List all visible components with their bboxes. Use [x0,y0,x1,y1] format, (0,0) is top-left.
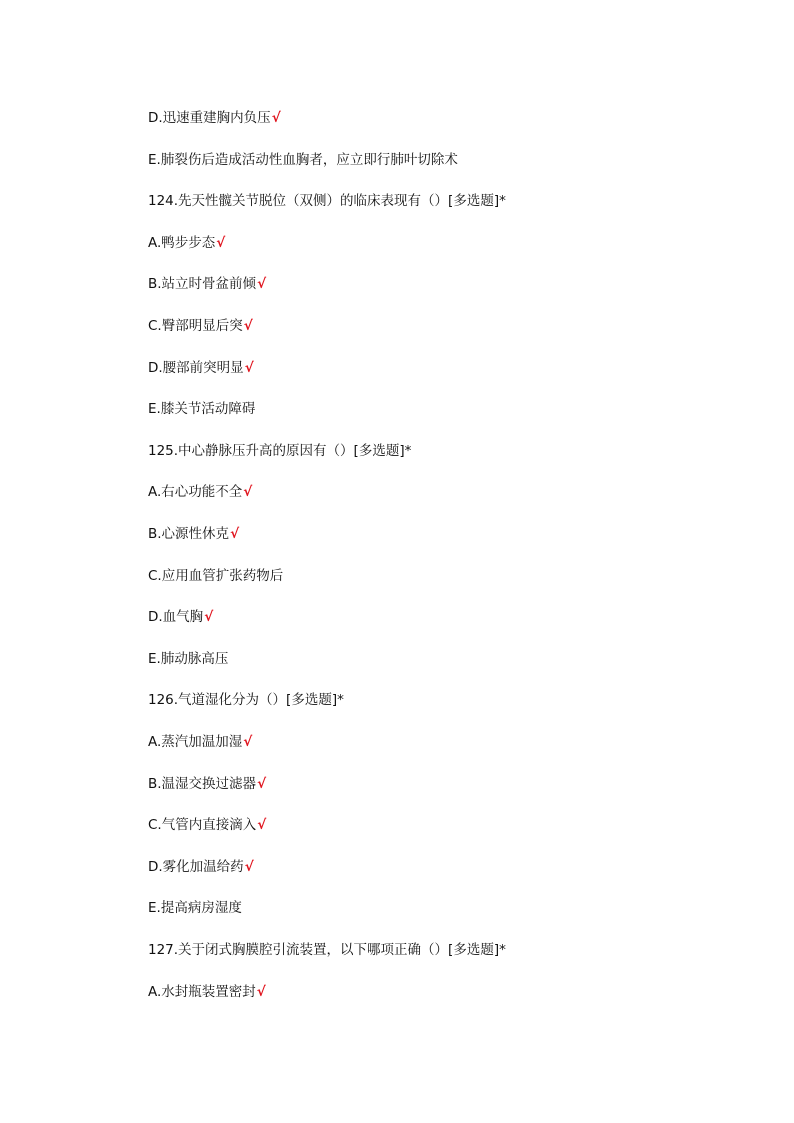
option-line [148,608,213,626]
option-label: C.气管内直接滴入 [148,817,257,834]
option-line [148,775,266,793]
option-label: B.温湿交换过滤器 [148,775,257,792]
question-label: 124.先天性髋关节脱位（双侧）的临床表现有（）[多选题]* [148,193,506,210]
option-line [148,567,283,585]
option-label: D.迅速重建胸内负压 [148,110,271,126]
check-mark-icon: √ [243,734,253,750]
check-mark-icon: √ [244,858,254,875]
option-line [148,151,458,169]
option-line [148,400,255,418]
option-label: A.鸭步步态 [148,234,216,251]
question-text [148,192,506,210]
option-label: B.站立时骨盆前倾 [148,276,257,293]
option-label: D.雾化加温给药 [148,858,244,875]
option-line [148,899,242,917]
check-mark-icon: √ [256,983,266,1000]
check-mark-icon: √ [244,359,254,376]
option-label: A.蒸汽加温加湿 [148,734,243,750]
check-mark-icon: √ [257,817,267,834]
check-mark-icon: √ [271,110,281,126]
check-mark-icon: √ [204,609,214,626]
check-mark-icon: √ [230,526,240,542]
question-label: 126.气道湿化分为（）[多选题]* [148,692,344,709]
option-line [148,109,281,127]
option-line [148,317,253,335]
option-line [148,816,266,834]
option-label: C.应用血管扩张药物后 [148,567,284,584]
check-mark-icon: √ [257,775,267,792]
option-label: E.肺动脉高压 [148,650,229,667]
option-line [148,733,252,751]
question-text [148,691,344,709]
option-label: A.右心功能不全 [148,484,243,501]
question-text [148,442,411,460]
option-line [148,525,239,543]
option-label: D.腰部前突明显 [148,359,244,376]
option-label: E.膝关节活动障碍 [148,401,256,418]
option-label: D.血气胸 [148,609,204,626]
option-line [148,234,225,252]
option-line [148,983,266,1001]
question-label: 125.中心静脉压升高的原因有（）[多选题]* [148,442,412,459]
option-line [148,650,228,668]
check-mark-icon: √ [243,484,253,501]
question-text [148,941,506,959]
option-label: A.水封瓶装置密封 [148,983,256,1000]
option-line [148,858,254,876]
question-label: 127.关于闭式胸膜腔引流装置，以下哪项正确（）[多选题]* [148,942,506,958]
option-label: B.心源性休克 [148,526,230,542]
option-line [148,483,252,501]
option-line [148,359,254,377]
option-label: C.臀部明显后突 [148,318,243,334]
check-mark-icon: √ [257,276,267,293]
check-mark-icon: √ [216,234,226,251]
option-label: E.提高病房湿度 [148,900,242,917]
check-mark-icon: √ [243,318,253,334]
option-line [148,275,266,293]
option-label: E.肺裂伤后造成活动性血胸者，应立即行肺叶切除术 [148,151,458,168]
